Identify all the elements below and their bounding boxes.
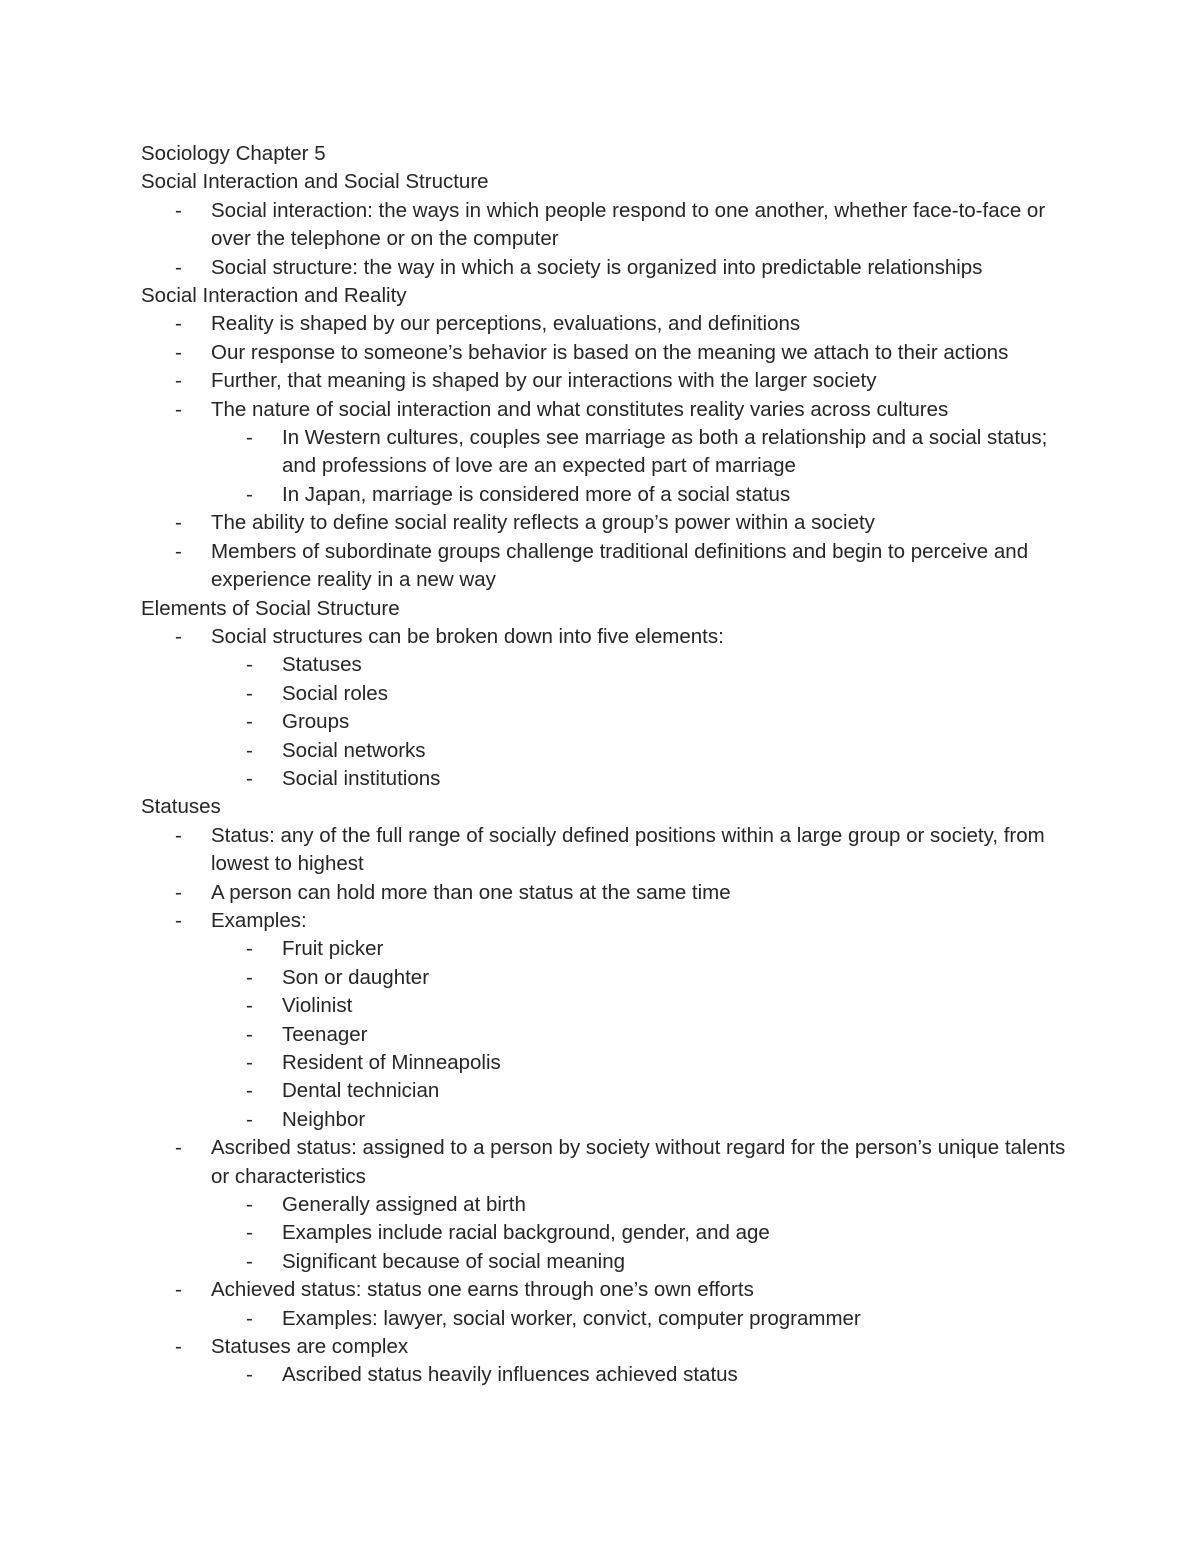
- document-title: [141, 140, 1101, 168]
- list-item: [141, 1077, 1101, 1105]
- dash-bullet: -: [175, 1335, 182, 1359]
- list-item: [141, 197, 1101, 254]
- list-item: [141, 935, 1101, 963]
- list-item: [141, 1361, 1101, 1389]
- list-item-text: Dental technician: [282, 1079, 440, 1103]
- list-item-text: Examples include racial background, gender, and age: [282, 1221, 770, 1245]
- dash-bullet: -: [175, 1136, 182, 1160]
- dash-bullet: -: [246, 1249, 253, 1273]
- list-item-text: Social interaction: the ways in which people respond to one another, whether face-to-face or over the telephone or on the computer: [211, 198, 1046, 251]
- list-item-text: Achieved status: status one earns through one’s own efforts: [211, 1278, 754, 1302]
- dash-bullet: -: [175, 511, 182, 535]
- list-item-text: Ascribed status: assigned to a person by society without regard for the person’s unique talents or characteristics: [211, 1136, 1066, 1188]
- dash-bullet: -: [246, 738, 253, 762]
- list-item: [141, 879, 1101, 907]
- dash-bullet: -: [246, 681, 253, 705]
- list-item-text: Groups: [282, 710, 350, 734]
- heading-text: Sociology Chapter 5: [141, 142, 326, 165]
- list-item-text: Social roles: [282, 681, 388, 705]
- list-item: [141, 822, 1101, 879]
- dash-bullet: -: [175, 312, 182, 336]
- list-item-text: Reality is shaped by our perceptions, evaluations, and definitions: [211, 312, 801, 336]
- list-item: [141, 964, 1101, 992]
- list-item: [141, 1219, 1101, 1247]
- section-heading: [141, 168, 1101, 196]
- section-heading: [141, 793, 1101, 821]
- list-item: [141, 1191, 1101, 1219]
- dash-bullet: -: [175, 908, 182, 932]
- list-item-text: Social networks: [282, 738, 426, 762]
- dash-bullet: -: [175, 369, 182, 393]
- list-item: [141, 1021, 1101, 1049]
- list-item-text: Our response to someone’s behavior is based on the meaning we attach to their actions: [211, 340, 1009, 364]
- dash-bullet: -: [175, 624, 182, 648]
- list-item-text: Statuses are complex: [211, 1335, 409, 1359]
- dash-bullet: -: [246, 994, 253, 1018]
- list-item-text: In Western cultures, couples see marriage as both a relationship and a social status; and professions of love are an expected part of marriage: [282, 426, 1048, 478]
- dash-bullet: -: [246, 937, 253, 961]
- list-item-text: Social structure: the way in which a society is organized into predictable relationships: [211, 255, 983, 279]
- list-item: [141, 680, 1101, 708]
- list-item-text: Neighbor: [282, 1107, 366, 1131]
- dash-bullet: -: [246, 1022, 253, 1046]
- list-item-text: Fruit picker: [282, 937, 384, 961]
- list-item-text: Violinist: [282, 994, 353, 1018]
- list-item: [141, 538, 1101, 595]
- dash-bullet: -: [246, 1221, 253, 1245]
- dash-bullet: -: [246, 1363, 253, 1387]
- heading-text: Social Interaction and Social Structure: [141, 170, 489, 194]
- list-item-text: Members of subordinate groups challenge traditional definitions and begin to perceive and experience reality in a new way: [211, 539, 1029, 592]
- list-item: [141, 396, 1101, 424]
- dash-bullet: -: [175, 539, 182, 563]
- dash-bullet: -: [246, 710, 253, 734]
- list-item-text: Teenager: [282, 1022, 368, 1046]
- list-item: [141, 1134, 1101, 1191]
- list-item: [141, 1305, 1101, 1333]
- dash-bullet: -: [246, 1051, 253, 1074]
- list-item: [141, 737, 1101, 765]
- list-item-text: In Japan, marriage is considered more of a social status: [282, 482, 791, 506]
- dash-bullet: -: [246, 965, 253, 989]
- list-item: [141, 708, 1101, 736]
- list-item: [141, 509, 1101, 537]
- dash-bullet: -: [246, 1306, 253, 1330]
- list-item: [141, 992, 1101, 1020]
- dash-bullet: -: [175, 397, 182, 421]
- list-item: [141, 623, 1101, 651]
- heading-text: Statuses: [141, 795, 221, 819]
- section-heading: [141, 595, 1101, 623]
- dash-bullet: -: [246, 1193, 253, 1217]
- list-item-text: Statuses: [282, 653, 362, 677]
- dash-bullet: -: [175, 198, 182, 222]
- dash-bullet: -: [246, 766, 253, 790]
- list-item: [141, 1333, 1101, 1361]
- list-item: [141, 424, 1101, 481]
- list-item: [141, 651, 1101, 679]
- list-item: [141, 1106, 1101, 1134]
- dash-bullet: -: [246, 1107, 253, 1131]
- dash-bullet: -: [175, 255, 182, 279]
- heading-text: Elements of Social Structure: [141, 596, 400, 620]
- list-item: [141, 765, 1101, 793]
- list-item-text: The nature of social interaction and what constitutes reality varies across cultures: [211, 397, 949, 421]
- list-item-text: Significant because of social meaning: [282, 1249, 626, 1273]
- list-item-text: A person can hold more than one status at the same time: [211, 880, 731, 904]
- list-item: [141, 1248, 1101, 1276]
- list-item-text: Examples: lawyer, social worker, convict, computer programmer: [282, 1306, 861, 1330]
- list-item-text: Social institutions: [282, 766, 441, 790]
- dash-bullet: -: [246, 653, 253, 677]
- list-item-text: Social structures can be broken down into five elements:: [211, 624, 724, 648]
- list-item-text: Ascribed status heavily influences achieved status: [282, 1363, 738, 1387]
- list-item-text: Generally assigned at birth: [282, 1193, 526, 1217]
- list-item-text: Resident of Minneapolis: [282, 1051, 501, 1074]
- dash-bullet: -: [175, 823, 182, 847]
- document-body: [141, 140, 1101, 1390]
- dash-bullet: -: [175, 880, 182, 904]
- list-item: [141, 481, 1101, 509]
- list-item-text: Further, that meaning is shaped by our interactions with the larger society: [211, 369, 877, 393]
- list-item: [141, 254, 1101, 282]
- list-item-text: Son or daughter: [282, 965, 430, 989]
- dash-bullet: -: [175, 1278, 182, 1302]
- list-item: [141, 1276, 1101, 1304]
- list-item: [141, 367, 1101, 395]
- list-item-text: The ability to define social reality reflects a group’s power within a society: [211, 511, 875, 535]
- list-item: [141, 907, 1101, 935]
- dash-bullet: -: [175, 340, 182, 364]
- section-heading: [141, 282, 1101, 310]
- dash-bullet: -: [246, 482, 253, 506]
- list-item-text: Examples:: [211, 908, 307, 932]
- heading-text: Social Interaction and Reality: [141, 284, 407, 308]
- dash-bullet: -: [246, 1079, 253, 1103]
- dash-bullet: -: [246, 426, 253, 450]
- list-item-text: Status: any of the full range of socially defined positions within a large group or society, from lowest to highest: [211, 823, 1045, 876]
- list-item: [141, 339, 1101, 367]
- list-item: [141, 1049, 1101, 1077]
- list-item: [141, 310, 1101, 338]
